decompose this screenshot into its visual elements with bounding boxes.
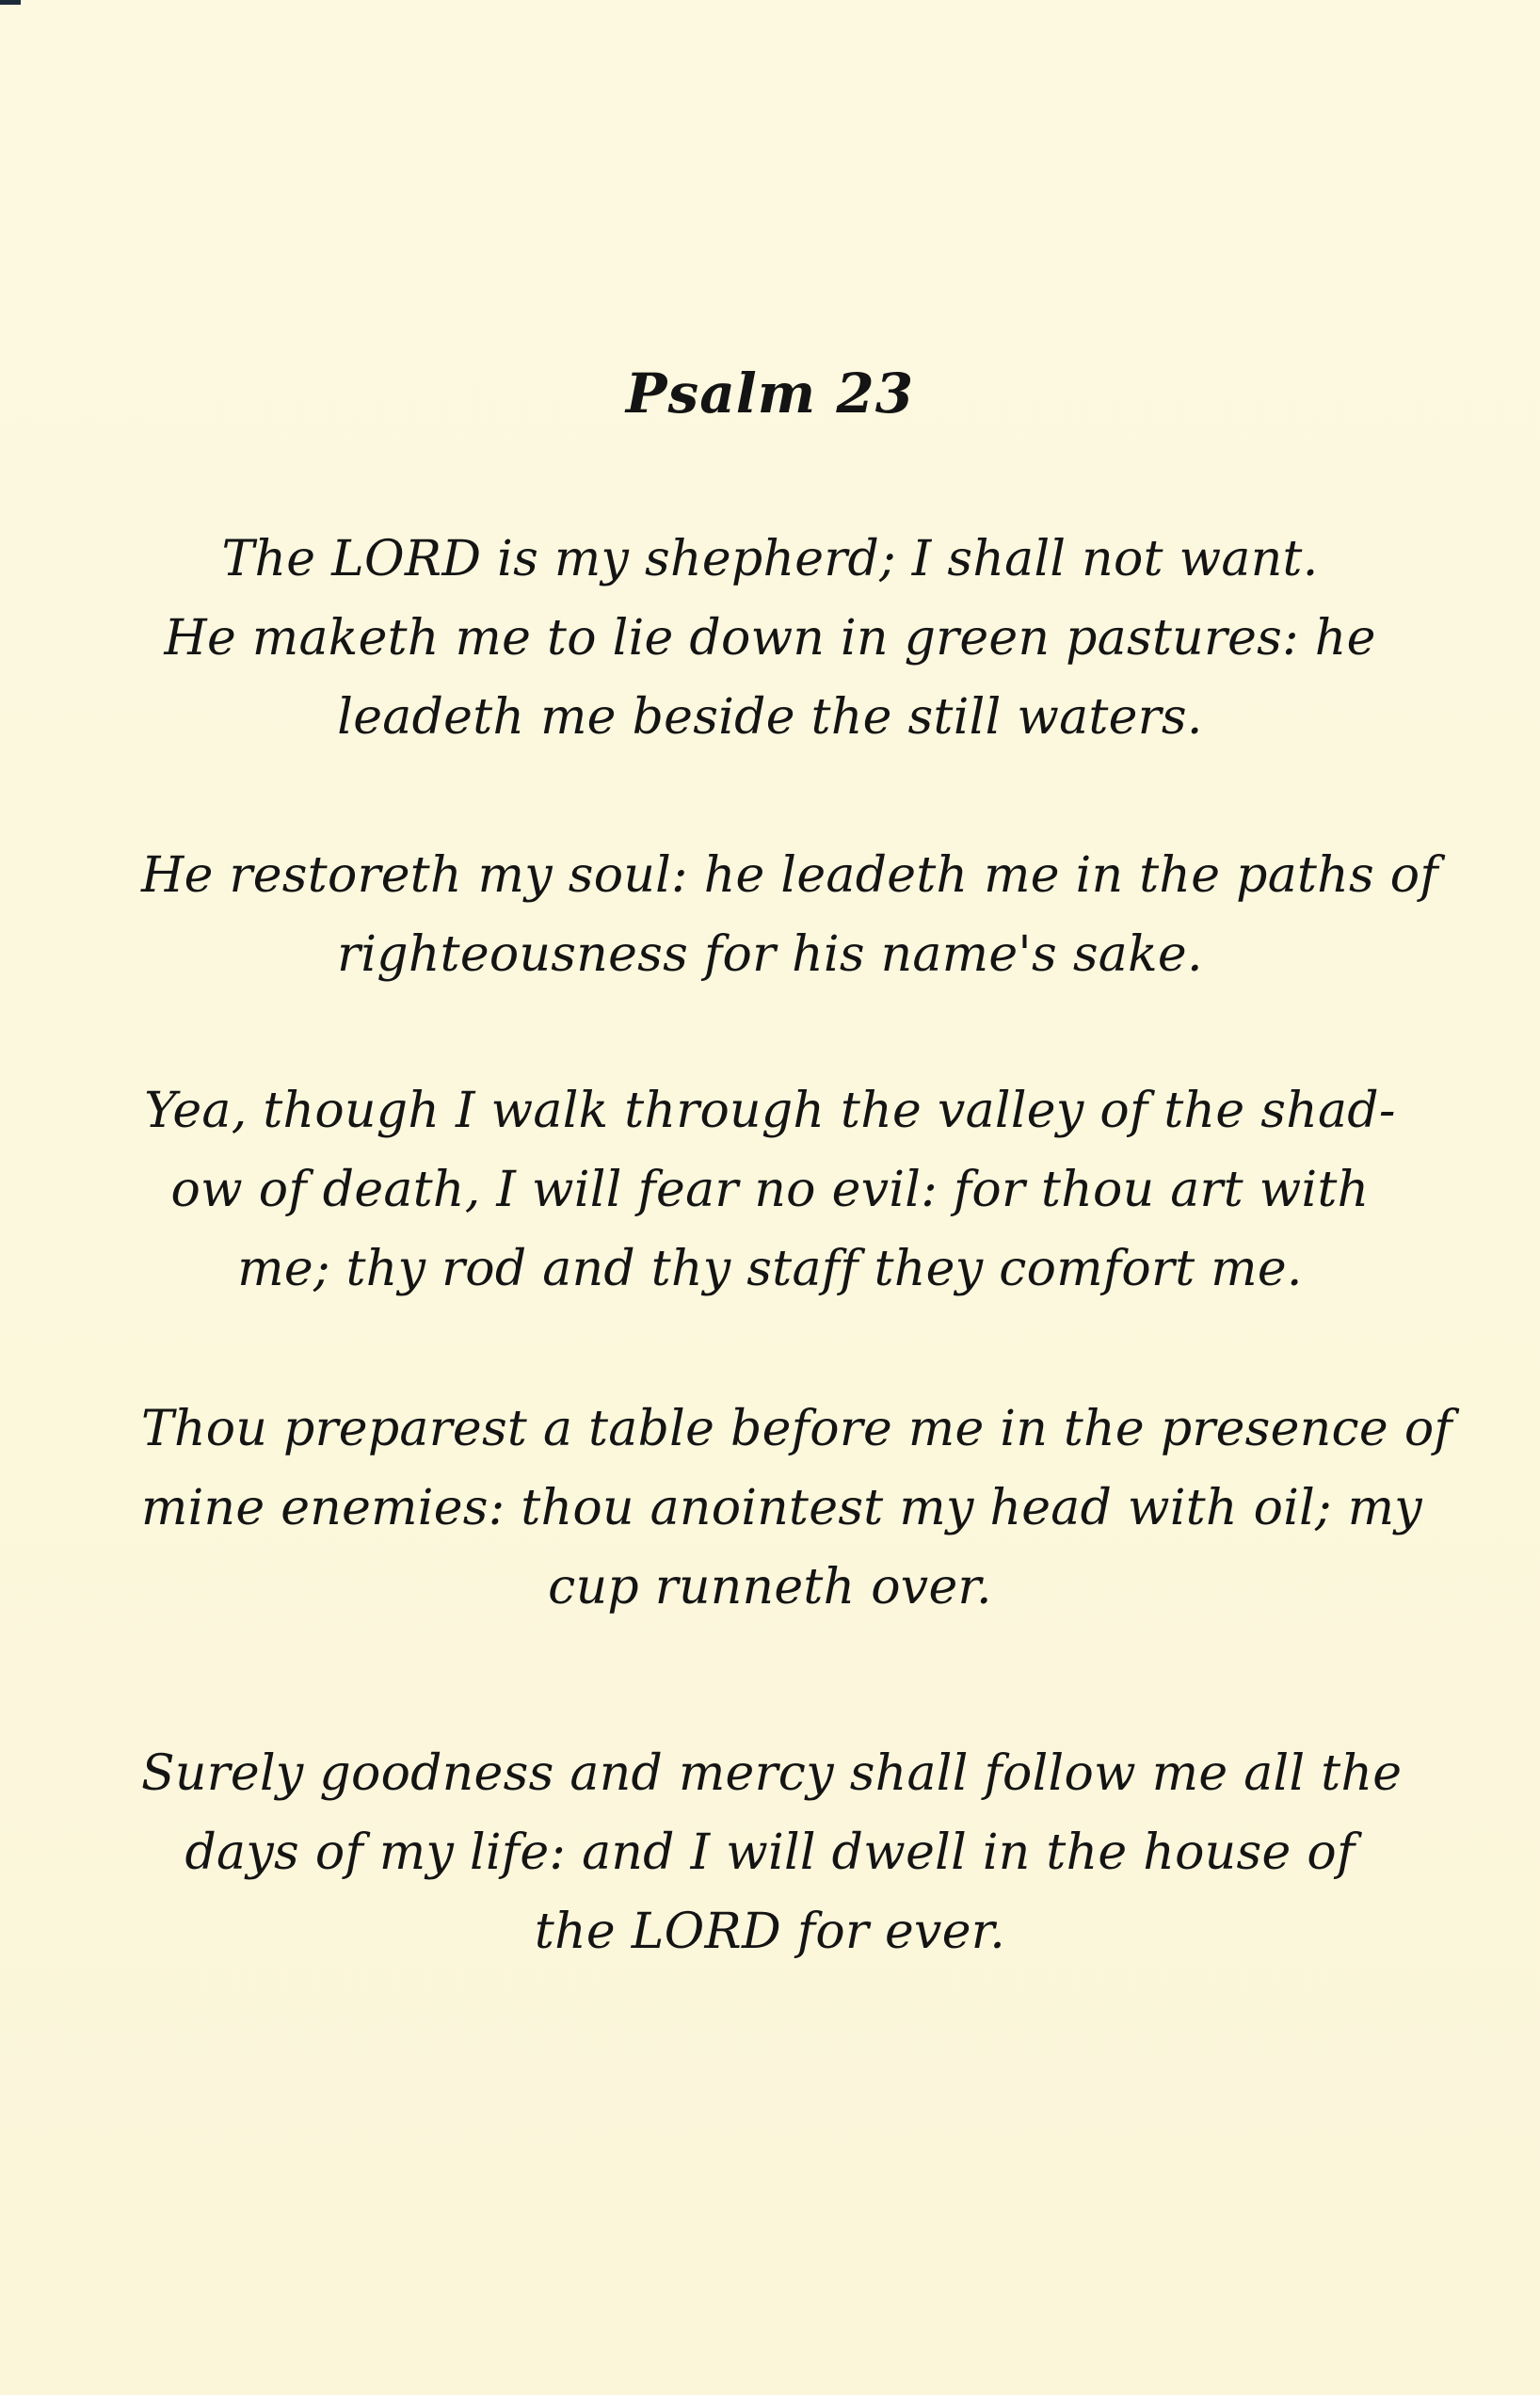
stanza-3 xyxy=(141,1071,1399,1309)
verse-line: Yea, though I walk through the valley of the shad- xyxy=(144,1083,1396,1139)
verse-line: He maketh me to lie down in green pastures: he xyxy=(164,610,1376,667)
verse-line: mine enemies: thou anointest my head with oil; my xyxy=(141,1480,1422,1536)
verse-line: days of my life: and I will dwell in the house of xyxy=(184,1824,1356,1881)
stanza-4 xyxy=(141,1390,1452,1627)
verse-line: me; thy rod and thy staff they comfort me. xyxy=(237,1241,1303,1297)
verse-line: Thou preparest a table before me in the presence of xyxy=(141,1401,1452,1457)
scan-edge-mark xyxy=(0,0,21,5)
verse-line: the LORD for ever. xyxy=(534,1904,1006,1960)
verse-line: He restoreth my soul: he leadeth me in the paths of xyxy=(141,847,1438,904)
verse-line: ow of death, I will fear no evil: for thou art with xyxy=(170,1162,1370,1218)
stanza-1 xyxy=(141,520,1399,757)
verse-line: righteousness for his name's sake. xyxy=(337,926,1203,983)
verse-line: leadeth me beside the still waters. xyxy=(337,689,1203,746)
verse-line: cup runneth over. xyxy=(548,1559,992,1615)
psalm-title: Psalm 23 xyxy=(625,362,915,426)
verse-line: The LORD is my shepherd; I shall not want. xyxy=(221,531,1319,587)
stanza-2 xyxy=(141,836,1438,994)
verse-line: Surely goodness and mercy shall follow me all the xyxy=(141,1745,1403,1802)
stanza-5 xyxy=(141,1734,1403,1971)
